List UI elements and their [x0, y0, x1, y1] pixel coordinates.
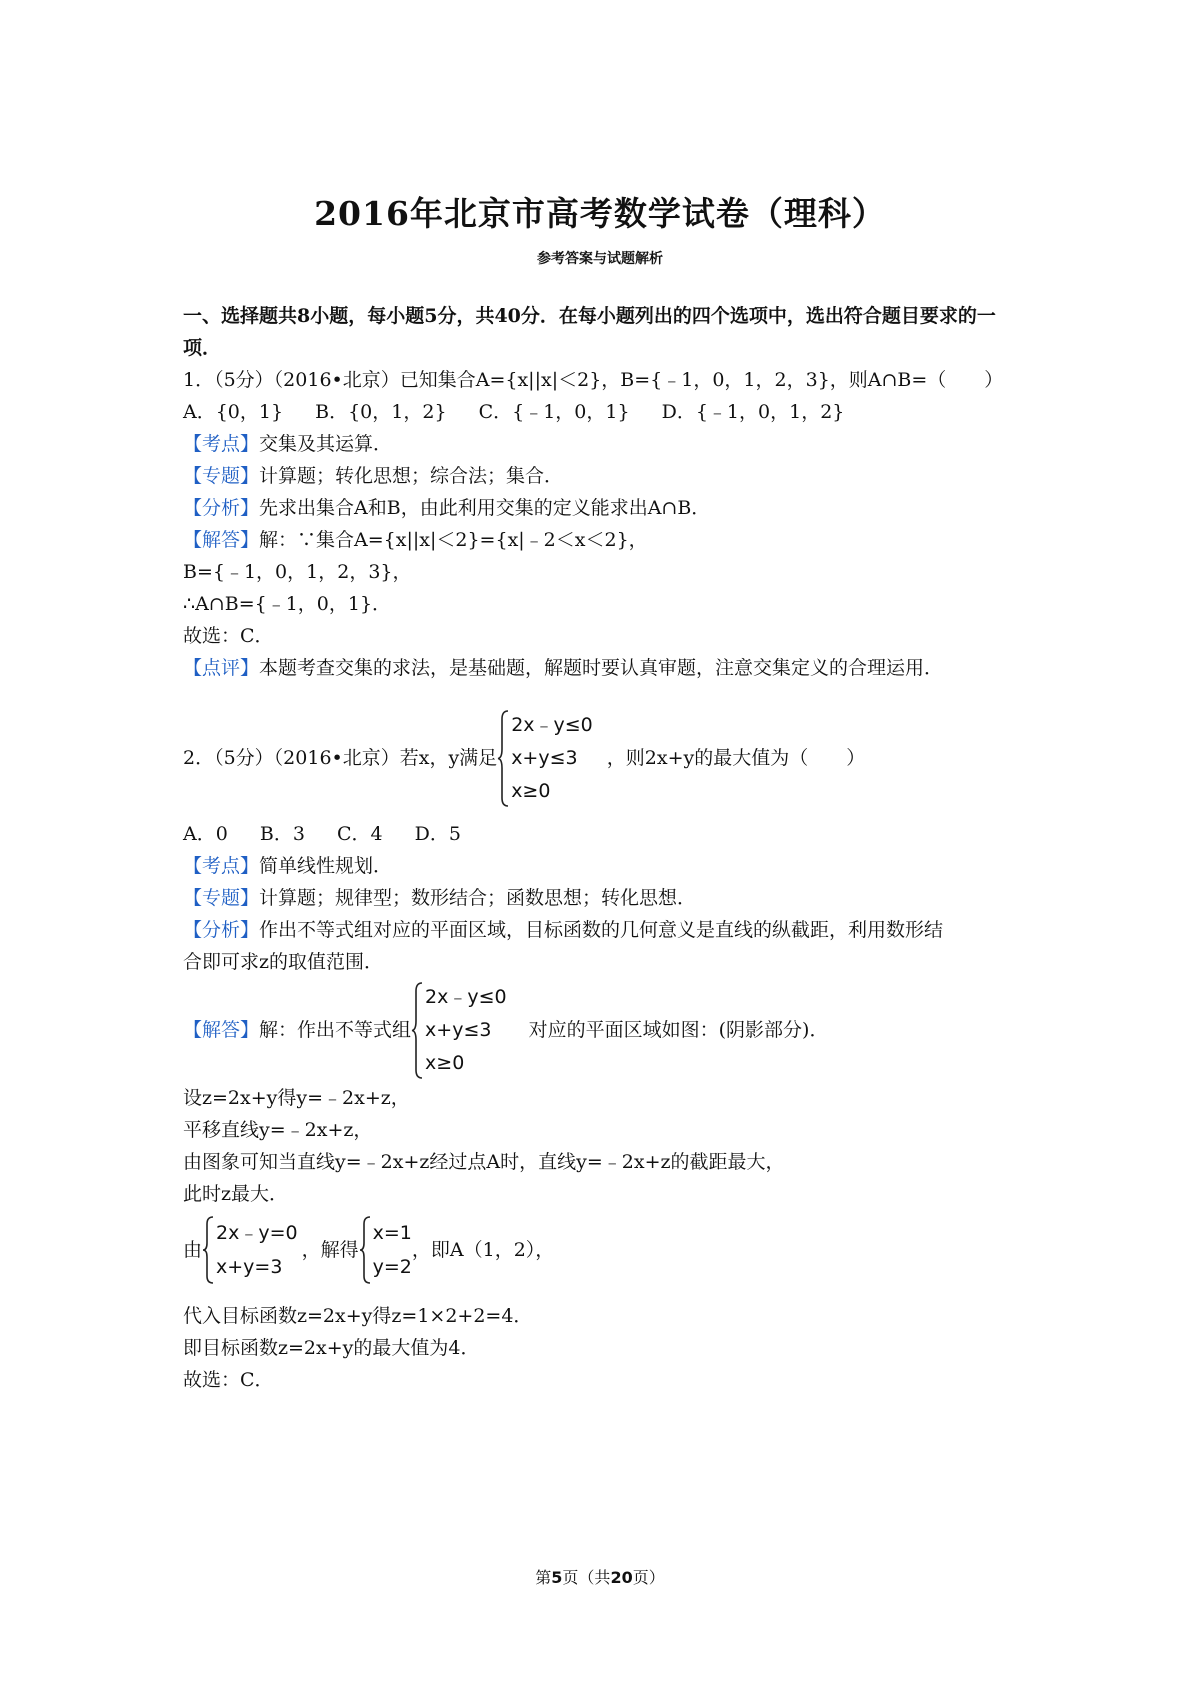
q2-fenxi: [183, 914, 1033, 946]
q1-fenxi-tag: 【分析】: [183, 497, 260, 519]
q2-stem-after: ，则2x+y的最大值为（ ）: [606, 747, 866, 769]
q2-tail-line-2: 即目标函数z=2x+y的最大值为4．: [183, 1337, 480, 1359]
q1-zhuanti-text: 计算题；转化思想；综合法；集合．: [259, 465, 564, 487]
left-brace-icon: [359, 1215, 371, 1285]
q2-jieda-system: [411, 981, 507, 1080]
q2-option-b: B．3: [259, 823, 305, 845]
q1-options: [183, 396, 1033, 428]
q2-solve-suffix: ，即A（1，2），: [411, 1239, 555, 1261]
q2-tail-line-1: 代入目标函数z=2x+y得z=1×2+2=4．: [183, 1305, 533, 1327]
q2-stem-before: 2．（5分）（2016•北京）若x，y满足: [183, 747, 498, 769]
footer-mid: 页（共: [562, 1568, 611, 1587]
q2-solve-result-y: y=2: [372, 1256, 412, 1278]
q2-zhuanti-text: 计算题；规律型；数形结合；函数思想；转化思想．: [259, 887, 697, 909]
q2-fenxi-tag: 【分析】: [183, 919, 260, 941]
q2-line-4: 此时z最大．: [183, 1183, 289, 1205]
page-subtitle: 参考答案与试题解析: [537, 251, 663, 267]
q2-constraint-3: x≥0: [511, 779, 551, 802]
q2-solve-eq-2: x+y=3: [216, 1256, 283, 1278]
q1-line-3: 故选：C．: [183, 625, 274, 647]
q1-jieda-text: 解：∵集合A={x||x|＜2}={x|﹣2＜x＜2}，: [259, 529, 648, 551]
q2-jieda-constraint-2: x+y≤3: [425, 1018, 492, 1041]
q1-zhuanti-tag: 【专题】: [183, 465, 260, 487]
q1-line-2: ∴A∩B={﹣1，0，1}．: [183, 593, 392, 615]
q2-solve-row: [183, 1210, 1033, 1290]
footer-suffix: 页）: [632, 1568, 665, 1587]
q2-constraint-2: x+y≤3: [511, 746, 578, 769]
q2-jieda-after: 对应的平面区域如图：(阴影部分)．: [528, 1019, 829, 1041]
q2-jieda-tag: 【解答】: [183, 1019, 260, 1041]
q2-jieda: [183, 978, 1033, 1082]
page-footer: [0, 1565, 1200, 1588]
q1-option-a: A．{0，1}: [183, 401, 284, 423]
q2-option-c: C．4: [336, 823, 383, 845]
q1-stem: 1．（5分）（2016•北京）已知集合A={x||x|＜2}，B={﹣1，0，1，2，3}，则A∩B=（ ）: [183, 369, 1004, 391]
q2-kaodian: [183, 850, 1033, 882]
q2-line-2: 平移直线y=﹣2x+z，: [183, 1119, 373, 1141]
section-heading: 一、选择题共8小题，每小题5分，共40分．在每小题列出的四个选项中，选出符合题目要求的一项．: [183, 305, 996, 359]
q2-fenxi-line-2: 合即可求z的取值范围．: [183, 951, 384, 973]
q1-option-c: C．{﹣1，0，1}: [478, 401, 630, 423]
q2-kaodian-tag: 【考点】: [183, 855, 260, 877]
page-title: 2016年北京市高考数学试卷（理科）: [314, 194, 886, 233]
q2-jieda-constraint-1: 2x﹣y≤0: [425, 985, 507, 1008]
q1-kaodian: [183, 428, 1033, 460]
q1-zhuanti: [183, 460, 1033, 492]
q2-jieda-constraint-3: x≥0: [425, 1051, 465, 1074]
left-brace-icon: [411, 981, 423, 1080]
q1-line-1: B={﹣1，0，1，2，3}，: [183, 561, 412, 583]
q2-fenxi-text-1: 作出不等式组对应的平面区域，目标函数的几何意义是直线的纵截距，利用数形结: [259, 919, 944, 941]
q2-solve-mid: ，解得: [301, 1239, 359, 1261]
footer-page-number: 5: [551, 1568, 563, 1587]
q2-jieda-before: 解：作出不等式组: [259, 1019, 412, 1041]
q2-stem: [183, 708, 1033, 808]
q2-solve-prefix: 由: [183, 1239, 203, 1261]
q2-option-d: D．5: [414, 823, 461, 845]
footer-prefix: 第: [535, 1568, 552, 1587]
q2-solve-result-x: x=1: [372, 1222, 412, 1244]
q2-options: [183, 818, 1033, 850]
q1-option-b: B．{0，1，2}: [315, 401, 447, 423]
q2-constraint-system: [497, 709, 593, 808]
q1-option-d: D．{﹣1，0，1，2}: [661, 401, 845, 423]
q2-kaodian-text: 简单线性规划．: [259, 855, 393, 877]
q1-kaodian-tag: 【考点】: [183, 433, 260, 455]
q1-dianping-tag: 【点评】: [183, 657, 260, 679]
q1-dianping-text: 本题考查交集的求法，是基础题，解题时要认真审题，注意交集定义的合理运用．: [259, 657, 944, 679]
q2-solve-eq-1: 2x﹣y=0: [216, 1222, 298, 1244]
q2-constraint-1: 2x﹣y≤0: [511, 713, 593, 736]
q2-zhuanti: [183, 882, 1033, 914]
q1-jieda-tag: 【解答】: [183, 529, 260, 551]
footer-total-pages: 20: [610, 1568, 633, 1587]
left-brace-icon: [202, 1215, 214, 1285]
q2-option-a: A．0: [183, 823, 228, 845]
exam-content: [183, 300, 1033, 1396]
q1-jieda: [183, 524, 1033, 556]
q1-dianping: [183, 652, 1033, 684]
q2-solve-result: [359, 1215, 412, 1285]
q1-fenxi-text: 先求出集合A和B，由此利用交集的定义能求出A∩B．: [259, 497, 711, 519]
q2-line-1: 设z=2x+y得y=﹣2x+z，: [183, 1087, 410, 1109]
left-brace-icon: [497, 709, 509, 808]
q1-kaodian-text: 交集及其运算．: [259, 433, 393, 455]
q2-zhuanti-tag: 【专题】: [183, 887, 260, 909]
q1-fenxi: [183, 492, 1033, 524]
q2-line-3: 由图象可知当直线y=﹣2x+z经过点A时，直线y=﹣2x+z的截距最大，: [183, 1151, 785, 1173]
q2-solve-system: [202, 1215, 298, 1285]
q2-tail-line-3: 故选：C．: [183, 1369, 274, 1391]
